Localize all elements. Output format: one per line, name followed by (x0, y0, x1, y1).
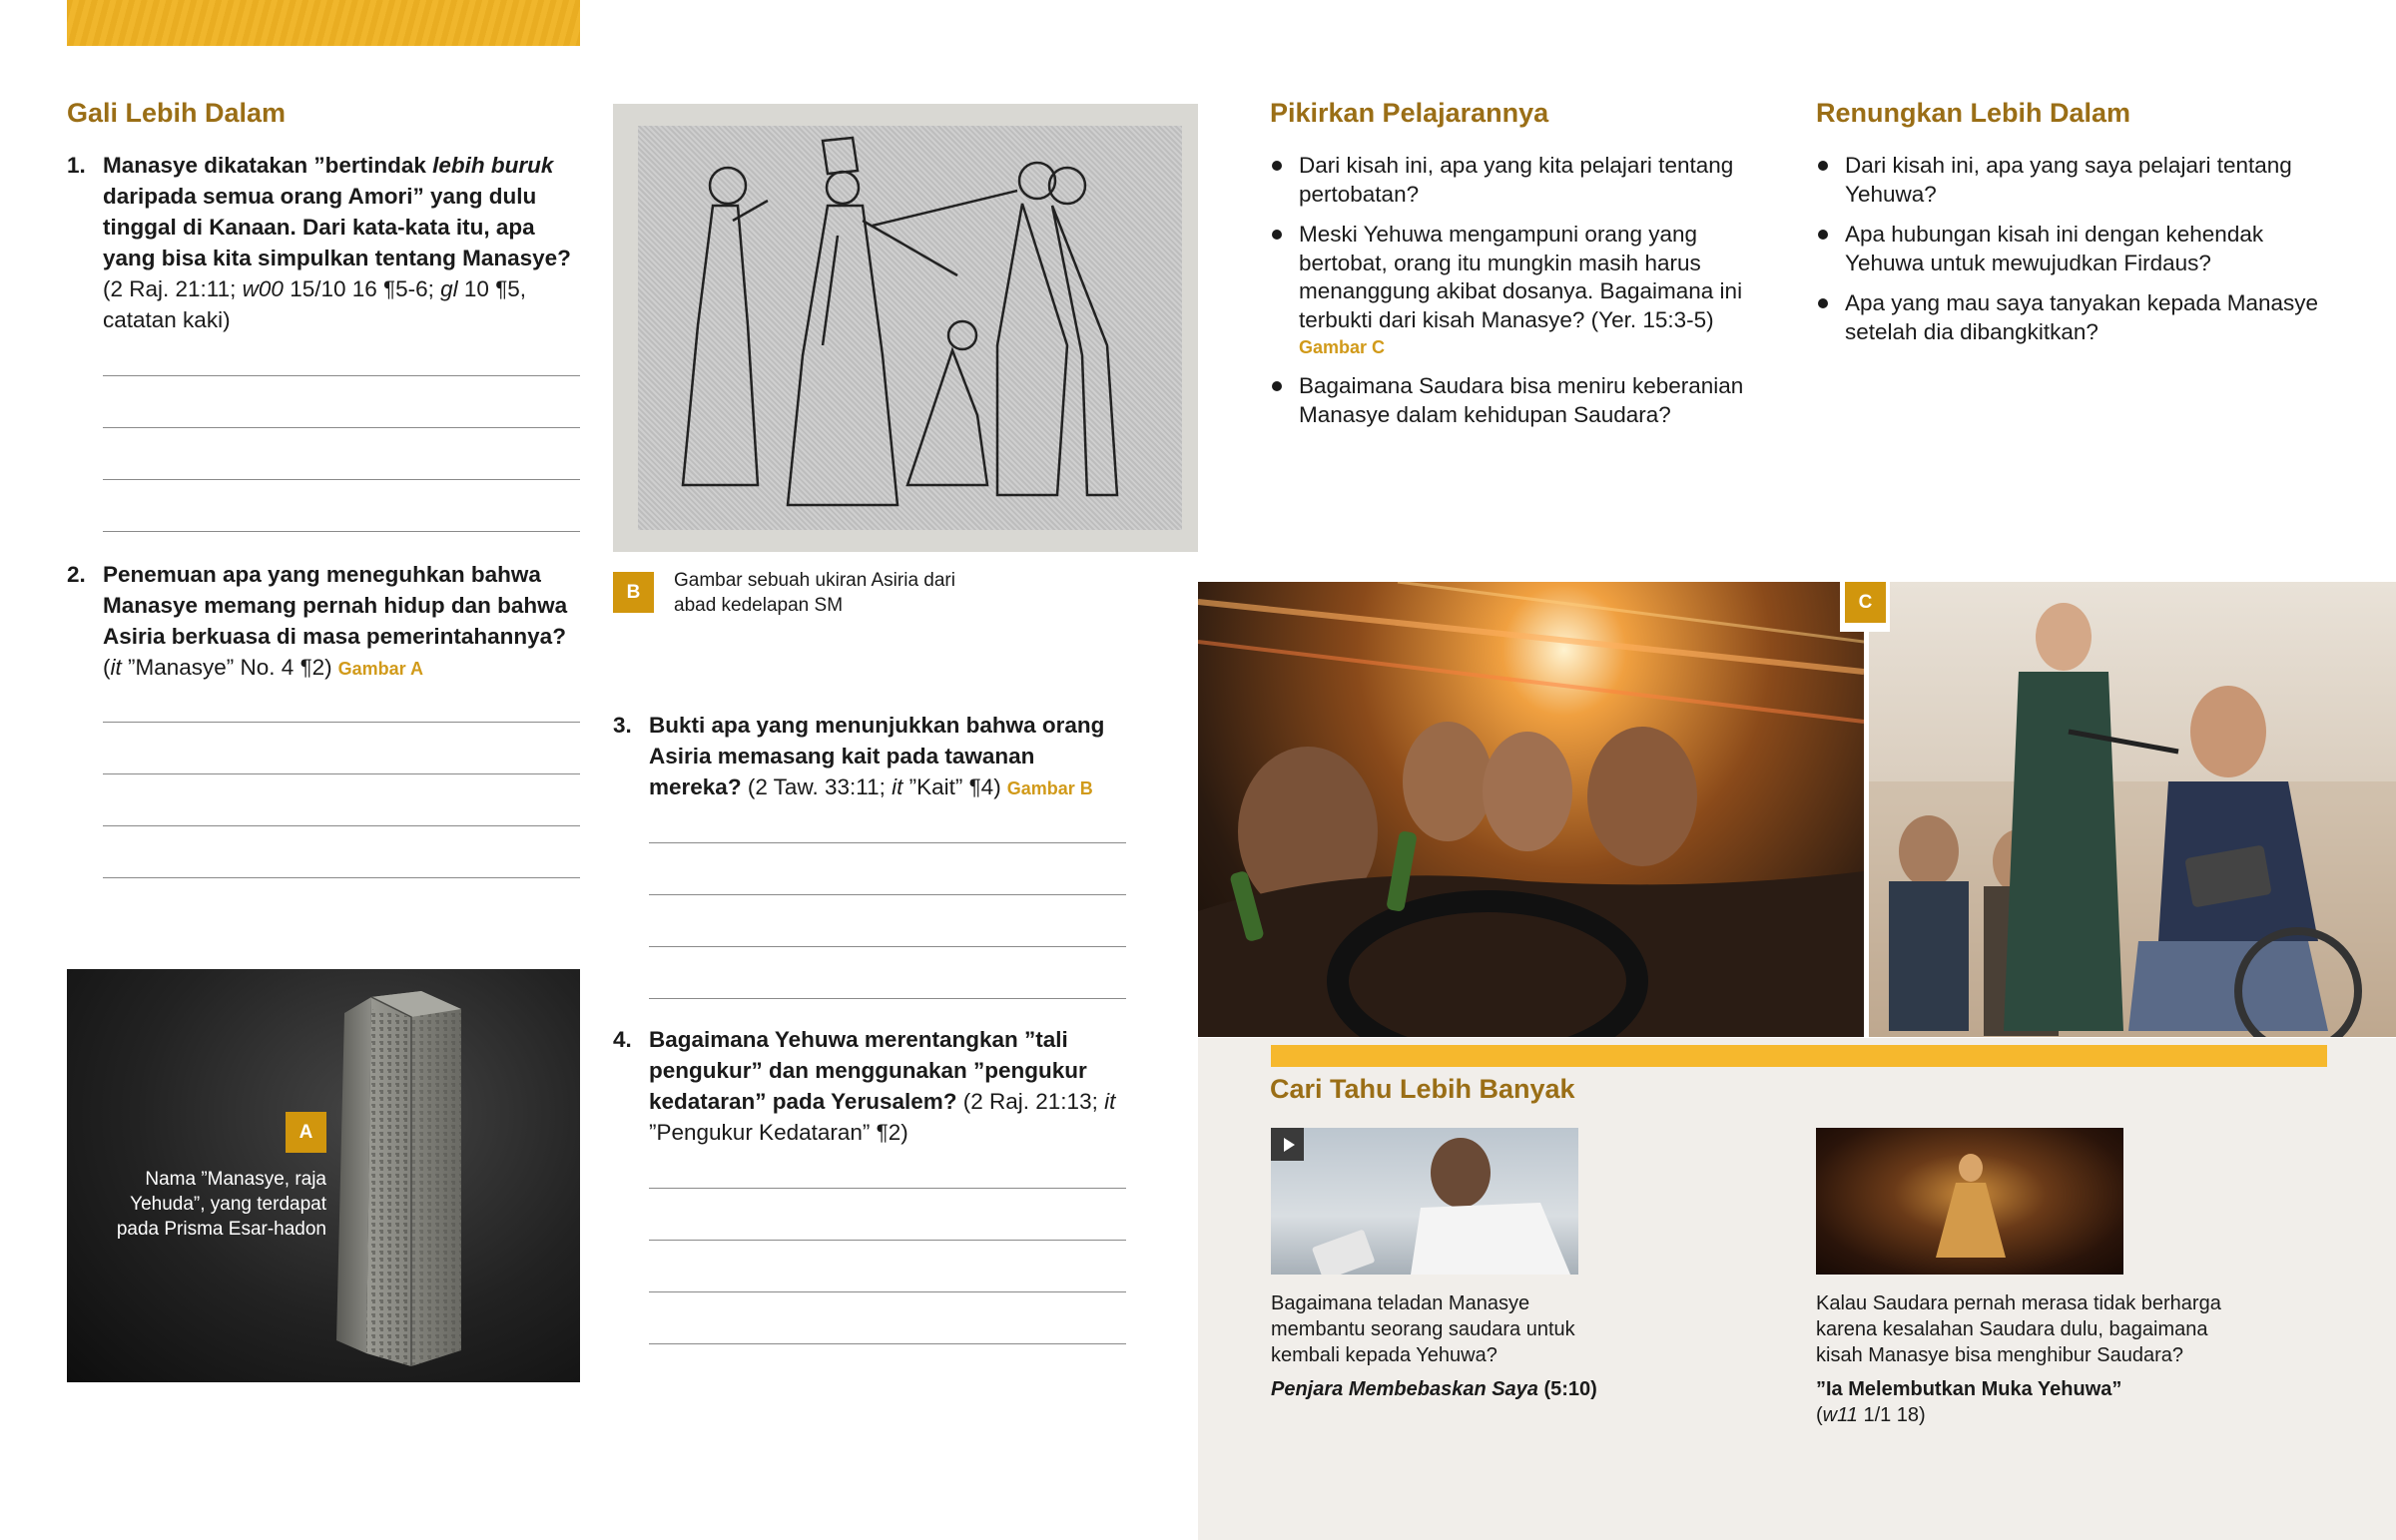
question-4 (613, 1024, 1132, 1148)
answer-lines-4[interactable] (649, 1188, 1126, 1395)
video-description: Bagaimana teladan Manasye membantu seorang saudara untuk kembali kepada Yehuwa? (1271, 1292, 1575, 1366)
caption-image-b: Gambar sebuah ukiran Asiria dari abad kedelapan SM (674, 570, 955, 616)
caption-image-a: Nama ”Manasye, raja Yehuda”, yang terdapat pada Prisma Esar-hadon (116, 1169, 326, 1240)
bullet-item: Dari kisah ini, apa yang saya pelajari tentang Yehuwa? (1817, 152, 2336, 209)
question-reference: (it ”Manasye” No. 4 ¶2) (103, 655, 332, 680)
question-number: 1. (67, 153, 86, 178)
photo-party-car-shapes (1198, 582, 1864, 1037)
badge-a: A (286, 1112, 326, 1153)
question-number: 4. (613, 1027, 632, 1052)
bullet-item: Dari kisah ini, apa yang kita pelajari tentang pertobatan? (1271, 152, 1770, 209)
answer-lines-2[interactable] (103, 722, 580, 929)
question-number: 3. (613, 713, 632, 738)
article-info (1816, 1290, 2255, 1428)
question-text: daripada semua orang Amori” yang dulu tinggal di Kanaan. Dari kata-kata itu, apa yang bisa kita simpulkan tentang Manasye? (103, 184, 571, 270)
section-heading-pikirkan: Pikirkan Pelajarannya (1270, 98, 1549, 128)
video-thumbnail[interactable] (1271, 1128, 1578, 1275)
play-icon (1284, 1138, 1295, 1152)
play-button[interactable] (1271, 1128, 1304, 1161)
article-thumbnail[interactable] (1816, 1128, 2123, 1275)
bullet-list-renungkan (1817, 152, 2336, 358)
figure-tag: Gambar A (337, 659, 424, 679)
question-2 (67, 559, 586, 685)
question-number: 2. (67, 562, 86, 587)
question-emphasis: lebih buruk (432, 153, 554, 178)
section-heading-gali: Gali Lebih Dalam (67, 98, 287, 128)
answer-lines-3[interactable] (649, 842, 1126, 1050)
bullet-item: Bagaimana Saudara bisa meniru keberanian Manasye dalam kehidupan Saudara? (1271, 372, 1770, 429)
photo-party-car (1198, 582, 1864, 1037)
photo-assembly-speaker (1869, 582, 2396, 1037)
yellow-divider-bar (1271, 1045, 2327, 1067)
section-heading-renungkan: Renungkan Lebih Dalam (1816, 98, 2131, 128)
image-assyrian-relief (613, 104, 1198, 552)
relief-illustration (638, 126, 1182, 530)
article-reference: (w11 1/1 18) (1816, 1404, 1926, 1426)
question-3 (613, 710, 1132, 804)
video-info (1271, 1290, 1600, 1402)
photo-assembly-shapes (1869, 582, 2396, 1037)
answer-lines-1[interactable] (103, 375, 580, 583)
video-thumbnail-shapes (1271, 1128, 1578, 1275)
figure-tag: Gambar B (1006, 778, 1093, 798)
photo-divider (1864, 582, 1869, 1037)
bullet-item: Meski Yehuwa mengampuni orang yang bertobat, orang itu mungkin masih harus menanggung akibat dosanya. Bagaimana ini terbukti dari kisah Manasye? (Yer. 15:3-5) Gambar C (1271, 221, 1770, 360)
article-description: Kalau Saudara pernah merasa tidak berharga karena kesalahan Saudara dulu, bagaimana kisah Manasye bisa menghibur Saudara? (1816, 1292, 2221, 1366)
badge-b: B (613, 572, 654, 613)
question-reference: (2 Taw. 33:11; it ”Kait” ¶4) (747, 774, 1001, 799)
top-banner (67, 0, 580, 46)
badge-c: C (1845, 582, 1886, 623)
question-text: Manasye dikatakan ”bertindak (103, 153, 433, 178)
video-source-link[interactable]: Penjara Membebaskan Saya (5:10) (1271, 1378, 1597, 1400)
bullet-item: Apa hubungan kisah ini dengan kehendak Yehuwa untuk mewujudkan Firdaus? (1817, 221, 2336, 277)
article-source-link[interactable]: ”Ia Melembutkan Muka Yehuwa” (1816, 1378, 2122, 1400)
question-text: Bagaimana Yehuwa merentangkan ”tali pengukur” dan menggunakan ”pengukur kedataran” pada Yerusalem? (649, 1027, 1087, 1114)
question-text: Penemuan apa yang meneguhkan bahwa Manasye memang pernah hidup dan bahwa Asiria berkuasa di masa pemerintahannya? (103, 562, 568, 649)
article-thumbnail-shapes (1816, 1128, 2123, 1275)
question-text: Bukti apa yang menunjukkan bahwa orang Asiria memasang kait pada tawanan mereka? (649, 713, 1105, 799)
bullet-item: Apa yang mau saya tanyakan kepada Manasye setelah dia dibangkitkan? (1817, 289, 2336, 346)
figure-tag: Gambar C (1299, 337, 1386, 357)
question-reference: (2 Raj. 21:11; w00 15/10 16 ¶5-6; gl 10 ¶5, catatan kaki) (103, 276, 527, 332)
relief-drawing (638, 126, 1182, 530)
question-reference: (2 Raj. 21:13; it ”Pengukur Kedataran” ¶2) (649, 1089, 1116, 1145)
question-1 (67, 150, 586, 335)
bullet-list-pikirkan (1271, 152, 1770, 441)
more-info-panel (1198, 1038, 2396, 1540)
section-heading-cari-tahu: Cari Tahu Lebih Banyak (1270, 1074, 1575, 1104)
